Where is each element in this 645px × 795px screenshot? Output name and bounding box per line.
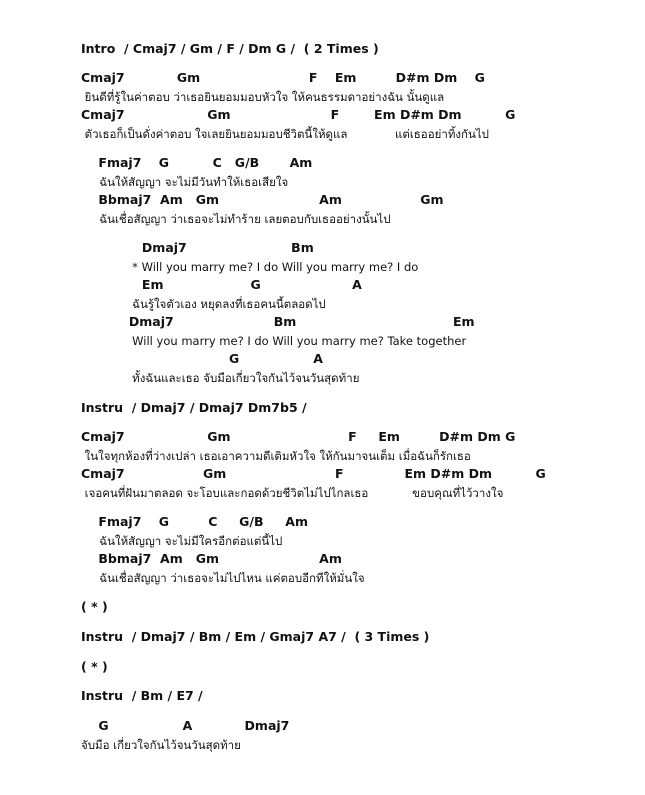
lyric-line: ฉันให้สัญญา จะไม่มีวันทำให้เธอเสียใจ: [81, 175, 289, 189]
lyric-line: * Will you marry me? I do Will you marry me? I do: [81, 260, 419, 274]
chord-line: Instru / Dmaj7 / Bm / Em / Gmaj7 A7 / ( 3 Times ): [81, 629, 430, 644]
chord-line: Bbmaj7 Am Gm Am Gm: [81, 192, 444, 207]
chord-line: Cmaj7 Gm F Em D#m Dm G: [81, 70, 485, 85]
chord-line: ( * ): [81, 659, 108, 674]
lyric-line: ฉันให้สัญญา จะไม่มีใครอีกต่อแต่นี้ไป: [81, 534, 283, 548]
chord-line: Fmaj7 G C G/B Am: [81, 155, 313, 170]
chord-line: Intro / Cmaj7 / Gm / F / Dm G / ( 2 Times ): [81, 41, 379, 56]
chord-line: Cmaj7 Gm F Em D#m Dm G: [81, 429, 516, 444]
lyric-line: ยินดีที่รู้ในค่าตอบ ว่าเธอยินยอมมอบหัวใจ ให้คนธรรมดาอย่างฉัน นั้นดูแล: [81, 90, 445, 104]
chord-line: Dmaj7 Bm Em: [81, 314, 475, 329]
chord-line: Bbmaj7 Am Gm Am: [81, 551, 342, 566]
lyric-line: จับมือ เกี่ยวใจกันไว้จนวันสุดท้าย: [81, 738, 241, 752]
lyric-line: ฉันรู้ใจตัวเอง หยุดลงที่เธอคนนี้ตลอดไป: [81, 297, 326, 311]
lyric-line: Will you marry me? I do Will you marry me? Take together: [81, 334, 467, 348]
lyric-line: เจอคนที่ฝันมาตลอด จะโอบและกอดด้วยชีวิตไม่ไปไกลเธอ ขอบคุณที่ไว้วางใจ: [81, 486, 504, 500]
chord-line: G A: [81, 351, 323, 366]
chord-line: Instru / Bm / E7 /: [81, 688, 203, 703]
lyric-line: ในใจทุกห้องที่ว่างเปล่า เธอเอาความดีเติมหัวใจ ให้กันมาจนเต็ม เมื่อฉันก็รักเธอ: [81, 449, 471, 463]
chord-line: G A Dmaj7: [81, 718, 290, 733]
chord-line: Em G A: [81, 277, 362, 292]
chord-line: Cmaj7 Gm F Em D#m Dm G: [81, 107, 516, 122]
chord-line: Cmaj7 Gm F Em D#m Dm G: [81, 466, 546, 481]
chord-line: Instru / Dmaj7 / Dmaj7 Dm7b5 /: [81, 400, 307, 415]
lyric-line: ตัวเธอก็เป็นดั่งค่าตอบ ใจเลยยินยอมมอบชีวิตนี้ให้ดูแล แต่เธออย่าทิ้งกันไป: [81, 127, 489, 141]
chord-line: Dmaj7 Bm: [81, 240, 314, 255]
chord-line: Fmaj7 G C G/B Am: [81, 514, 308, 529]
lyric-line: ทั้งฉันและเธอ จับมือเกี่ยวใจกันไว้จนวันสุดท้าย: [81, 371, 360, 385]
chord-line: ( * ): [81, 599, 108, 614]
lyric-line: ฉันเชื่อสัญญา ว่าเธอจะไม่ไปไหน แค่ตอบอีกทีให้มั่นใจ: [81, 571, 365, 585]
lyric-line: ฉันเชื่อสัญญา ว่าเธอจะไม่ทำร้าย เลยตอบกับเธออย่างนั้นไป: [81, 212, 391, 226]
